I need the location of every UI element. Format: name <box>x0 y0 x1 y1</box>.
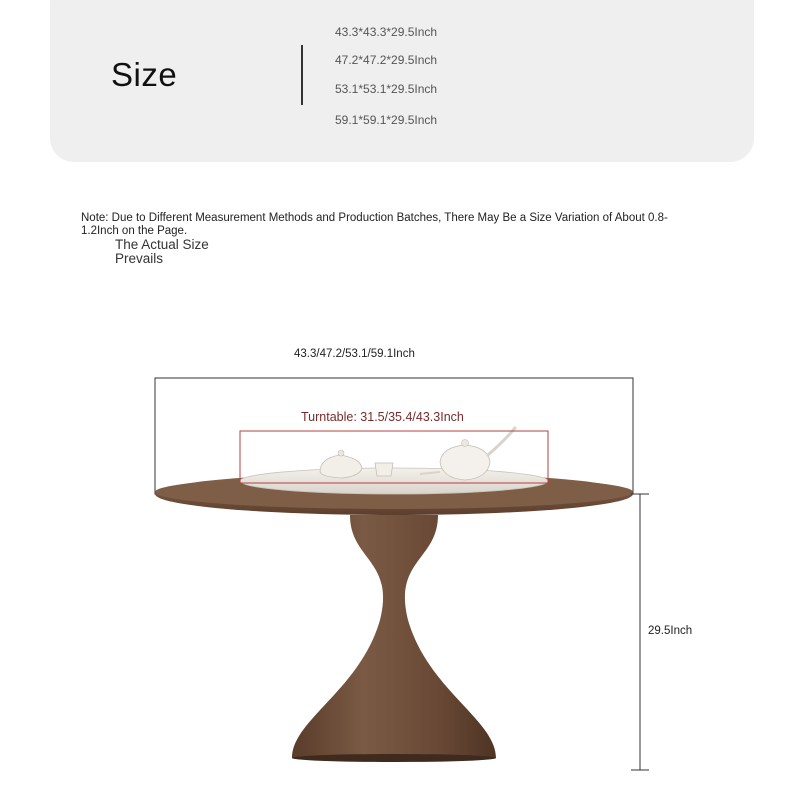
table-pedestal <box>292 515 496 758</box>
height-label: 29.5Inch <box>648 625 693 637</box>
size-title: Size <box>111 56 178 93</box>
turntable <box>240 468 548 494</box>
size-option-2[interactable]: 47.2*47.2*29.5Inch <box>335 53 438 67</box>
teapot-small-lid <box>338 450 344 456</box>
teapot-handle <box>488 428 515 455</box>
teapot-small <box>320 455 362 478</box>
size-variation-note: Note: Due to Different Measurement Methods and Production Batches, There May Be a Size Variation of About 0.8-1.2Inch on the Page. <box>81 212 668 237</box>
size-option-1[interactable]: 43.3*43.3*29.5Inch <box>335 25 438 39</box>
top-diameter-label: 43.3/47.2/53.1/59.1Inch <box>294 348 415 360</box>
teapot-large-lid <box>462 440 469 447</box>
note-line-actual-size: The Actual Size <box>115 237 209 252</box>
pedestal-base-edge <box>292 754 496 762</box>
size-option-3[interactable]: 53.1*53.1*29.5Inch <box>335 82 438 96</box>
turntable-label: Turntable: 31.5/35.4/43.3Inch <box>301 410 464 424</box>
teapot-large <box>440 445 490 480</box>
size-option-4[interactable]: 59.1*59.1*29.5Inch <box>335 113 438 127</box>
teacup <box>375 463 393 476</box>
note-line-prevails: Prevails <box>115 250 164 266</box>
